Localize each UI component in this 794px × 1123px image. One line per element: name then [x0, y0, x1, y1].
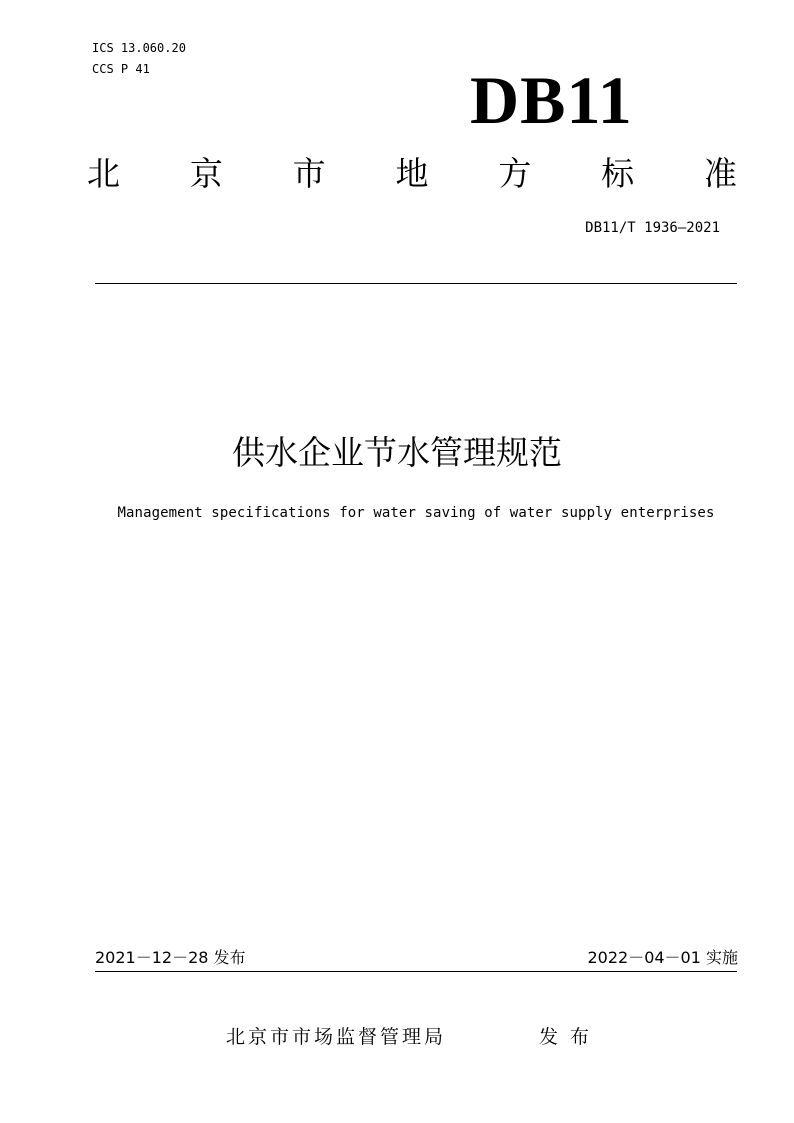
- ccs-code: CCS P 41: [92, 62, 150, 76]
- ics-code: ICS 13.060.20: [92, 41, 186, 55]
- standard-type-char: 地: [395, 154, 429, 193]
- standard-type-char: 北: [87, 154, 120, 193]
- title-english: Management specifications for water saving of water supply enterprises: [117, 505, 715, 521]
- db11-logo: DB11: [470, 62, 633, 138]
- issuer-name: 北京市市场监督管理局: [226, 1026, 447, 1048]
- standard-type-char: 标: [601, 154, 635, 193]
- standard-number: DB11/T 1936—2021: [585, 220, 720, 236]
- bottom-divider: [95, 971, 737, 972]
- title-chinese: 供水企业节水管理规范: [232, 433, 562, 472]
- standard-type-char: 方: [498, 154, 532, 193]
- standard-type-char: 准: [703, 154, 737, 193]
- standard-type-char: 市: [292, 154, 326, 193]
- issue-date: 2021－12－28 发布: [95, 948, 246, 967]
- standard-type-char: 京: [189, 154, 223, 193]
- issue-word: 发布: [539, 1026, 602, 1048]
- top-divider: [95, 283, 737, 284]
- standard-type: [87, 150, 737, 198]
- implementation-date: 2022－04－01 实施: [587, 948, 738, 967]
